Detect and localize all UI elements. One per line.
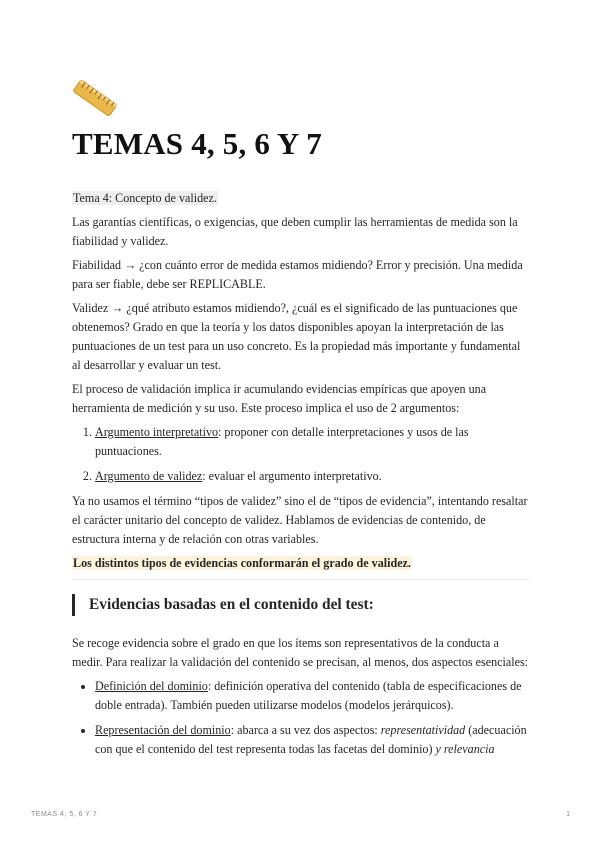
tipos-paragraph: Ya no usamos el término “tipos de validez” sino el de “tipos de evidencia”, intentando resaltar el carácter unitario del concepto de validez. Hablamos de evidencias de contenido, de estructura interna y de relación con otras variables. [72, 494, 528, 546]
tema-paragraph [72, 189, 530, 208]
highlight-paragraph [72, 554, 530, 573]
representacion-text-a: : abarca a su vez dos aspectos: [230, 723, 381, 737]
representacion-text-b: (adecuación con que el contenido del test representa todas las facetas del dominio) [95, 723, 527, 756]
list-item [95, 423, 530, 461]
validez-paragraph: Validez → ¿qué atributo estamos midiendo?, ¿cuál es el significado de las puntuaciones que obtenemos? Grado en que la teoría y los datos disponibles apoyan la interpretación de las puntuaciones de un test para un uso concreto. Es la propiedad más importante y fundamental al desarrollar y evaluar un test. [72, 301, 521, 372]
list-item [95, 721, 530, 759]
page-title: TEMAS 4, 5, 6 Y 7 [72, 126, 322, 161]
representatividad-term: representatividad [380, 723, 466, 737]
proceso-paragraph: El proceso de validación implica ir acumulando evidencias empíricas que apoyen una herramienta de medición y su uso. Este proceso implica el uso de 2 argumentos: [72, 382, 487, 415]
fiabilidad-paragraph: Fiabilidad → ¿con cuánto error de medida estamos midiendo? Error y precisión. Una medida para ser fiable, debe ser REPLICABLE. [72, 258, 523, 291]
section-intro-paragraph: Se recoge evidencia sobre el grado en que los ítems son representativos de la conducta a medir. Para realizar la validación del contenido se precisan, al menos, dos aspectos esenciales: [72, 636, 529, 669]
argumento-interpretativo-text: : proponer con detalle interpretaciones y usos de las puntuaciones. [95, 425, 469, 458]
highlighted-statement: Los distintos tipos de evidencias conformarán el grado de validez. [73, 556, 411, 570]
document-body [72, 189, 530, 765]
relevancia-term: y relevancia [435, 742, 495, 756]
definicion-text: : definición operativa del contenido (tabla de especificaciones de doble entrada). También pueden utilizarse modelos (modelos jerárquicos). [95, 679, 522, 712]
footer-title: TEMAS 4, 5, 6 Y 7 [31, 811, 98, 818]
aspectos-list [72, 677, 530, 759]
argumento-validez-text: : evaluar el argumento interpretativo. [202, 469, 382, 483]
divider [72, 579, 530, 580]
footer-page-number: 1 [566, 811, 570, 818]
ruler-icon [72, 78, 118, 118]
representacion-term: Representación del dominio [95, 723, 231, 737]
argumentos-list [72, 423, 530, 486]
tema-label: Tema 4: Concepto de validez. [73, 191, 217, 205]
list-item [95, 467, 530, 486]
argumento-interpretativo-term: Argumento interpretativo [95, 425, 219, 439]
section-heading: Evidencias basadas en el contenido del test: [72, 594, 530, 616]
argumento-validez-term: Argumento de validez [95, 469, 203, 483]
garantias-paragraph: Las garantías científicas, o exigencias, que deben cumplir las herramientas de medida son la fiabilidad y validez. [72, 215, 518, 248]
definicion-term: Definición del dominio [95, 679, 208, 693]
list-item [95, 677, 530, 715]
